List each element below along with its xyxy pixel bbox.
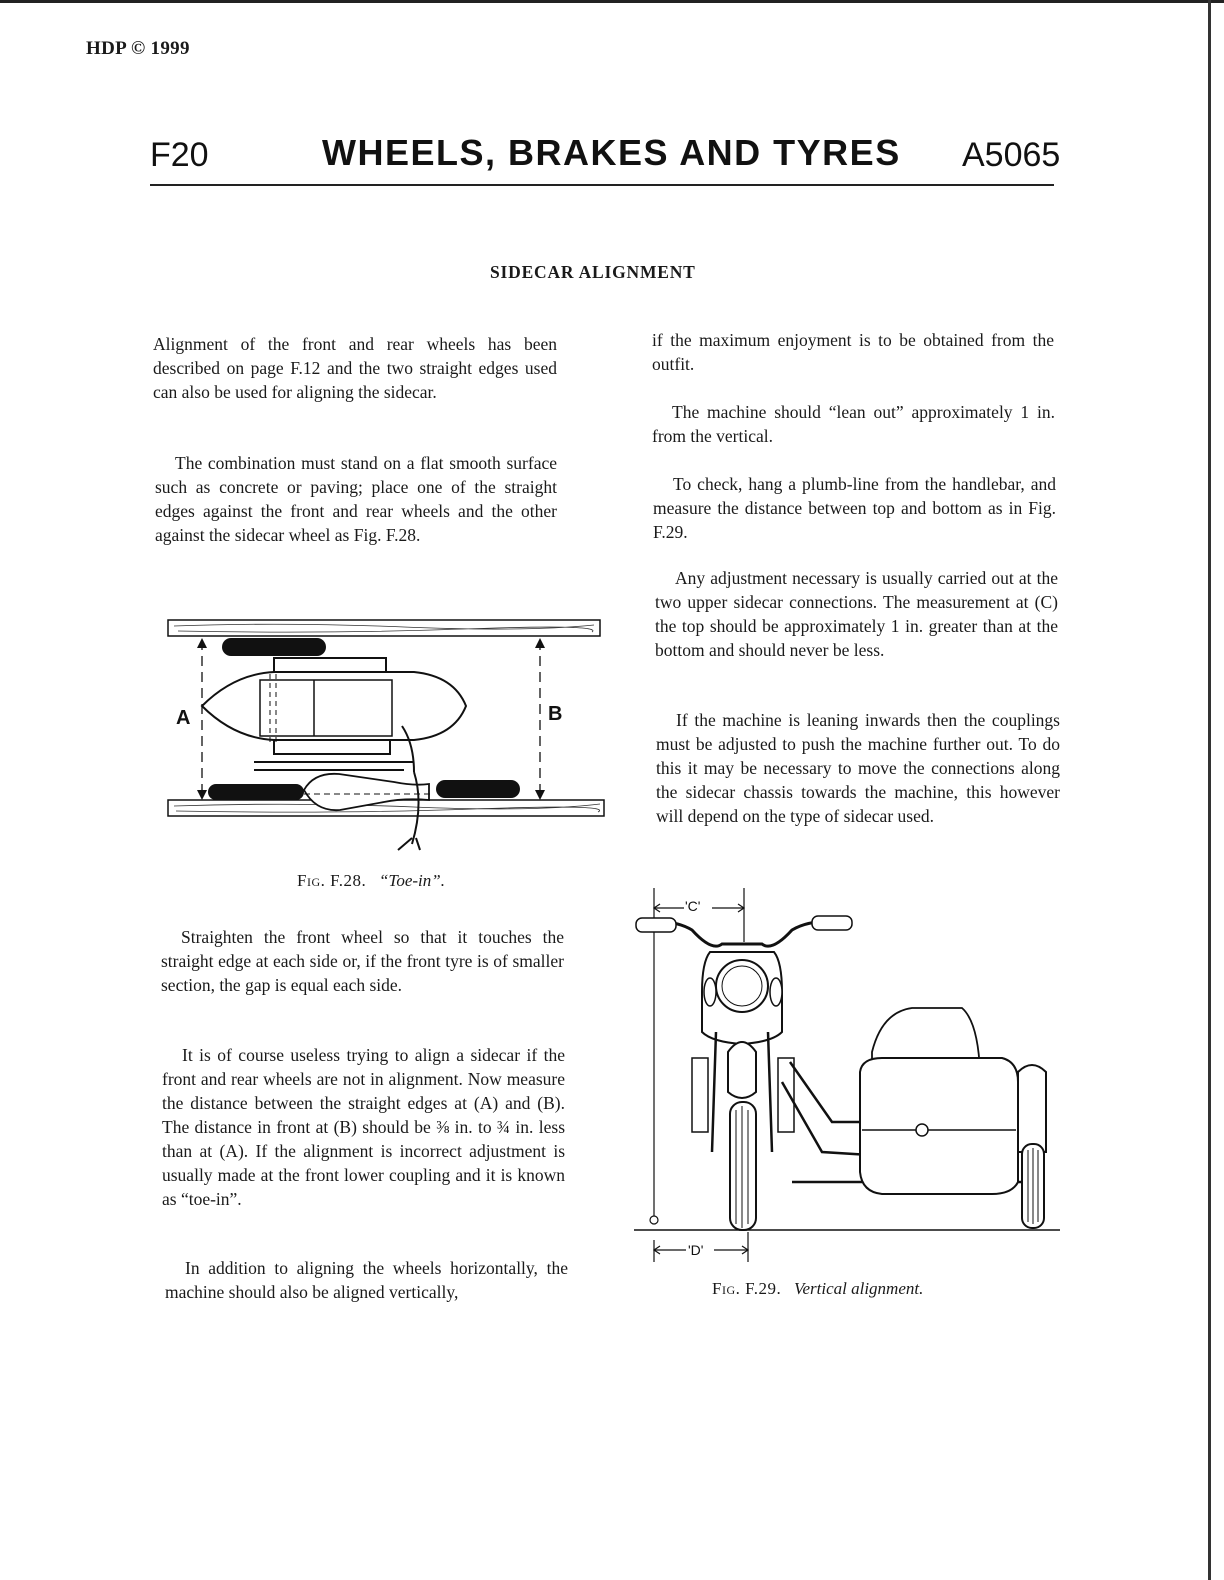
header-rule: [150, 184, 1054, 186]
document-code: A5065: [962, 136, 1061, 174]
figure-28-caption-label: Fig. F.28.: [297, 871, 367, 890]
label-d: 'D': [688, 1242, 704, 1258]
right-paragraph-3: To check, hang a plumb-line from the handlebar, and measure the distance between top and bottom as in Fig. F.29.: [653, 474, 1056, 542]
figure-28-toe-in-diagram: [164, 614, 608, 864]
page-title: WHEELS, BRAKES AND TYRES: [322, 132, 901, 173]
right-paragraph-5: If the machine is leaning inwards then the couplings must be adjusted to push the machine further out. To do this it may be necessary to move the connections along the sidecar chassis towards the machine, this however will depend on the type of sidecar used.: [656, 710, 1060, 826]
figure-29-vertical-alignment-diagram: [632, 882, 1064, 1268]
right-paragraph-1: if the maximum enjoyment is to be obtained from the outfit.: [652, 330, 1054, 374]
label-c: 'C': [685, 898, 701, 914]
right-paragraph-4: Any adjustment necessary is usually carried out at the two upper sidecar connections. The measurement at (C) the top should be approximately 1 in. greater than at the bottom and should never be less.: [655, 568, 1058, 660]
left-paragraph-3: Straighten the front wheel so that it touches the straight edge at each side or, if the front tyre is of smaller section, the gap is equal each side.: [161, 927, 564, 995]
figure-28-caption-text: “Toe-in”.: [378, 871, 445, 890]
section-title: SIDECAR ALIGNMENT: [490, 262, 696, 282]
copyright-stamp: HDP © 1999: [86, 38, 190, 59]
page-number: F20: [150, 136, 209, 174]
page-top-edge: [0, 0, 1224, 3]
right-paragraph-2: The machine should “lean out” approximately 1 in. from the vertical.: [652, 402, 1055, 446]
label-b: B: [548, 703, 563, 725]
page-right-edge: [1208, 0, 1211, 1580]
left-paragraph-1: Alignment of the front and rear wheels has been described on page F.12 and the two straight edges used can also be used for aligning the sidecar.: [153, 334, 557, 402]
label-a: A: [176, 707, 191, 729]
left-paragraph-4: It is of course useless trying to align a sidecar if the front and rear wheels are not in alignment. Now measure the distance between the straight edges at (A) and (B). The distance in front at (B) should be ⅜ in. to ¾ in. less than at (A). If the alignment is incorrect adjustment is usually made at the front lower coupling and it is known as “toe-in”.: [162, 1045, 565, 1209]
left-paragraph-2: The combination must stand on a flat smooth surface such as concrete or paving; place one of the straight edges against the front and rear wheels and the other against the sidecar wheel as Fig. F.28.: [155, 453, 557, 545]
figure-29-caption-label: Fig. F.29.: [712, 1279, 782, 1298]
figure-28-caption: [297, 871, 445, 891]
left-paragraph-5: In addition to aligning the wheels horizontally, the machine should also be aligned vertically,: [165, 1258, 568, 1302]
figure-29-caption-text: Vertical alignment.: [793, 1279, 924, 1298]
figure-29-caption: [712, 1279, 923, 1299]
